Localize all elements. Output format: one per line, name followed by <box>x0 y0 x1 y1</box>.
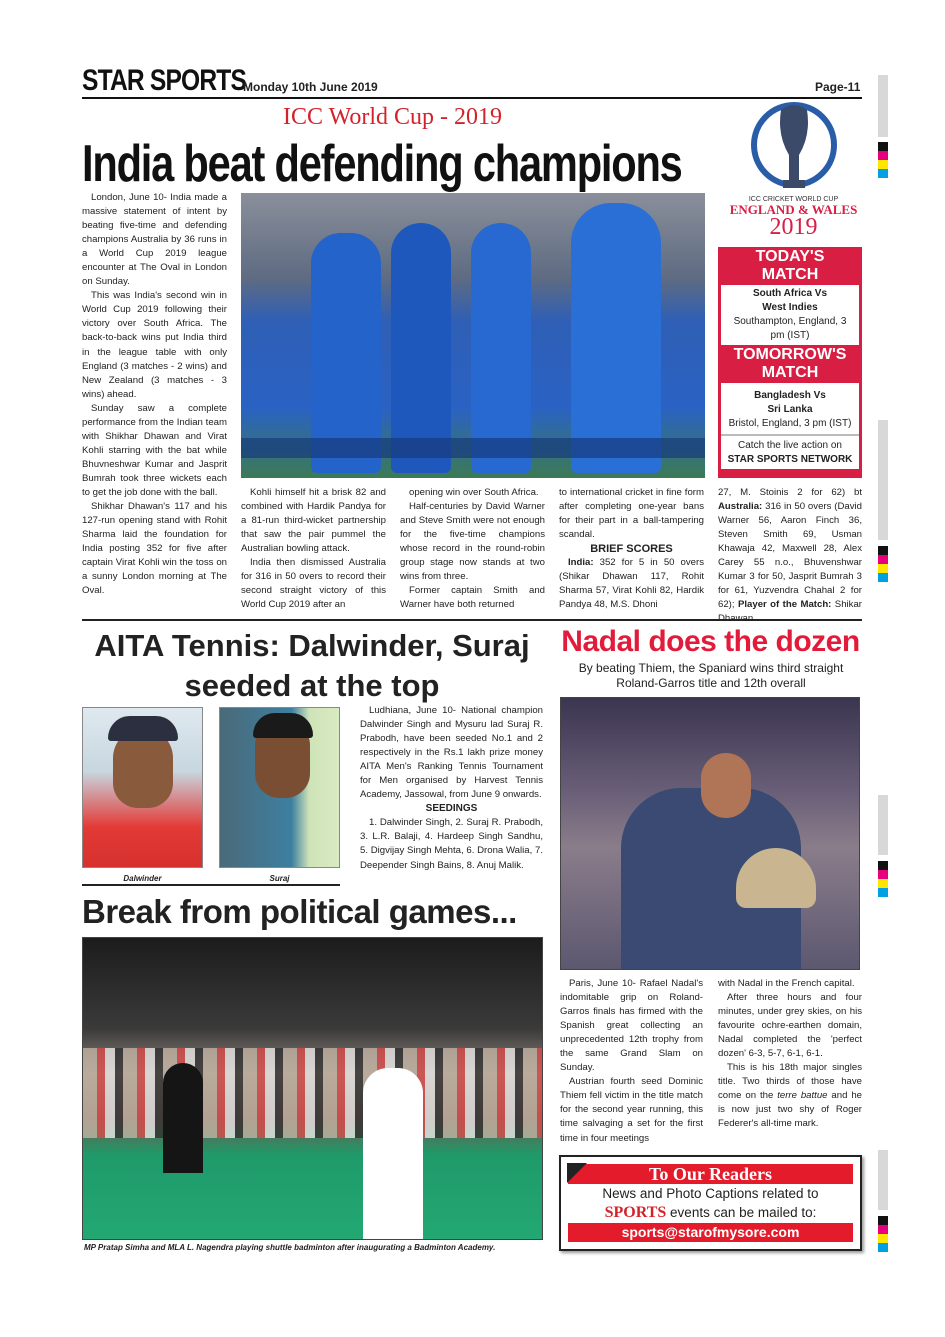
label: Australia: <box>718 501 763 513</box>
t: 316 in 50 overs (David Warner 56, Aaron Finch 36, Steven Smith 69, Usman Khawaja 42, Maxwell 28, Alex Carey 55 n.o., Bhuvenshwar Kumar 3 for 50, Jasprit Bumrah 3 for 61, Yuzvendra Chahal 2 for 62); <box>718 501 862 611</box>
nadal-column-1 <box>560 977 703 1146</box>
dalwinder-photo <box>82 707 203 868</box>
nadal-column-2 <box>718 977 862 1132</box>
label: India: <box>568 557 594 569</box>
tomorrows-match-title: TOMORROW'S MATCH <box>733 346 847 381</box>
paragraph: London, June 10- India made a massive statement of intent by beating five-time and defending champions Australia by 36 runs in a World Cup 2019 league encounter at The Oval in London on Sunday. <box>82 192 227 288</box>
paragraph: Shikhar Dhawan's 117 and his 127-run opening stand with Rohit Sharma laid the foundation for India posting 352 for five after captain Virat Kohli win the toss on a sunny London morning at The Oval. <box>82 501 227 597</box>
trophy-icon <box>739 100 849 195</box>
brief-india <box>559 556 704 612</box>
tennis-headline: AITA Tennis: Dalwinder, Suraj seeded at the top <box>94 628 530 703</box>
kicker: ICC World Cup - 2019 <box>283 104 502 130</box>
issue-date: Monday 10th June 2019 <box>243 80 378 94</box>
logo-line3: 2019 <box>769 214 818 240</box>
lead-column-5 <box>718 486 862 626</box>
registration-yellow <box>878 879 888 888</box>
section-title: STAR SPORTS <box>82 64 247 97</box>
lead-column-2 <box>241 486 386 612</box>
venue: Bristol, England, 3 pm (IST) <box>728 418 852 429</box>
teams: Bangladesh Vs <box>754 390 826 401</box>
paragraph: This was India's second win in World Cup 2019 following their victory over South Africa. The back-to-back wins put India third in the league table with only England (3 matches - 2 wins) and New Zealand (3 matches - 3 wins) ahead. <box>82 290 227 400</box>
suraj-photo <box>219 707 340 868</box>
registration-bar <box>878 420 888 540</box>
logo-line1: ICC CRICKET WORLD CUP <box>748 196 839 203</box>
t: terre battue <box>777 1090 828 1102</box>
registration-black <box>878 142 888 151</box>
registration-magenta <box>878 1225 888 1234</box>
t: This is his 18th major singles title. Two thirds of those have come on the <box>718 1062 862 1102</box>
t: events can be mailed to: <box>666 1205 817 1220</box>
paragraph: Austrian fourth seed Dominic Thiem fell victim in the title match for the second year running, this time salvaging a set for the first time in four meetings <box>560 1076 703 1144</box>
politics-headline: Break from political games... <box>82 893 517 930</box>
registration-cyan <box>878 169 888 178</box>
paragraph: Paris, June 10- Rafael Nadal's indomitable grip on Roland-Garros finals has firmed with the Spanish great collecting an unprecedented 12th trophy from the same Grand Slam on Sunday. <box>560 978 703 1074</box>
registration-cyan <box>878 1243 888 1252</box>
dalwinder-caption: Dalwinder <box>123 874 162 883</box>
lead-column-4 <box>559 486 704 612</box>
readers-title: To Our Readers <box>568 1164 853 1184</box>
readers-email-link[interactable]: sports@starofmysore.com <box>568 1223 853 1242</box>
venue: Southampton, England, 3 pm (IST) <box>733 316 847 341</box>
registration-magenta <box>878 151 888 160</box>
tennis-body <box>360 704 543 873</box>
readers-box <box>559 1155 862 1251</box>
todays-match-title: TODAY'S MATCH <box>755 248 825 283</box>
teams: Sri Lanka <box>767 404 813 415</box>
logo-line2: ENGLAND & WALES <box>729 202 858 217</box>
nadal-subheadline: By beating Thiem, the Spaniard wins third straight Roland-Garros title and 12th overall <box>578 661 844 690</box>
readers-line2 <box>561 1203 860 1222</box>
teams: West Indies <box>762 302 818 313</box>
badminton-photo <box>82 937 543 1240</box>
seedings-list: 1. Dalwinder Singh, 2. Suraj R. Prabodh, 3. L.R. Balaji, 4. Hardeep Singh Sandhu, 5. Digvijay Singh Mehta, 6. Drona Walia, 7. Deepender Singh Bains, 8. Anuj Malik. <box>360 817 543 871</box>
paragraph: to international cricket in fine form after completing one-year bans for their part in a ball-tampering scandal. <box>559 487 704 541</box>
paragraph: India then dismissed Australia for 316 in 50 overs to record their second straight victory of this World Cup 2019 after an <box>241 557 386 611</box>
registration-black <box>878 861 888 870</box>
registration-magenta <box>878 555 888 564</box>
lead-column-3 <box>400 486 545 612</box>
readers-line1: News and Photo Captions related to <box>602 1186 819 1201</box>
corner-fold-icon <box>567 1163 587 1183</box>
registration-yellow <box>878 1234 888 1243</box>
nadal-headline: Nadal does the dozen <box>561 625 860 658</box>
brief-australia <box>718 486 862 626</box>
registration-yellow <box>878 564 888 573</box>
t: Shikar <box>834 599 862 611</box>
paragraph: Former captain Smith and Warner have both returned <box>400 585 545 611</box>
section-rule <box>82 619 862 621</box>
paragraph: opening win over South Africa. <box>409 487 539 498</box>
registration-bar <box>878 795 888 855</box>
paragraph: Kohli himself hit a brisk 82 and combined with Hardik Pandya for a 81-run third-wicket partnership that saw the pair pummel the Australian bowling attack. <box>241 487 386 555</box>
teams: South Africa Vs <box>752 288 828 299</box>
registration-cyan <box>878 888 888 897</box>
lead-headline: India beat defending champions <box>82 135 682 193</box>
registration-yellow <box>878 160 888 169</box>
label: Player of the Match: <box>737 599 832 611</box>
paragraph: Ludhiana, June 10- National champion Dalwinder Singh and Mysuru lad Suraj R. Prabodh, have been seeded No.1 and 2 respectively in the Rs.1 lakh prize money AITA Men's Ranking Tennis Tournament for Men organised by Harvest Tennis Academy, Jassowal, from June 9 onwards. <box>360 705 543 801</box>
paragraph <box>718 1061 862 1131</box>
header-rule <box>82 97 862 99</box>
india-team-photo <box>241 193 705 478</box>
todays-match-info <box>721 285 859 345</box>
registration-bar <box>878 75 888 137</box>
paragraph: After three hours and four minutes, under grey skies, on his favourite ochre-earthen domain, Nadal completed the 'perfect dozen' 6-3, 5-7, 6-1, 6-1. <box>718 992 862 1060</box>
paragraph: with Nadal in the French capital. <box>718 978 855 989</box>
suraj-caption: Suraj <box>269 874 290 883</box>
network-name: STAR SPORTS NETWORK <box>727 454 853 465</box>
match-schedule-box <box>718 247 862 478</box>
score: 352 for 5 in 50 overs (Shikar Dhawan 117, Rohit Sharma 57, Virat Kohli 82, Hardik Pandya 48, M.S. Dhoni <box>559 557 704 611</box>
broadcast-info <box>721 436 859 469</box>
tomorrows-match-info <box>721 383 859 436</box>
registration-cyan <box>878 573 888 582</box>
caption-rule <box>82 884 340 886</box>
world-cup-logo <box>725 100 862 245</box>
registration-magenta <box>878 870 888 879</box>
footer-line: Catch the live action on <box>738 440 842 451</box>
registration-black <box>878 546 888 555</box>
registration-bar <box>878 1150 888 1210</box>
badminton-caption: MP Pratap Simha and MLA L. Nagendra playing shuttle badminton after inaugurating a Badminton Academy. <box>84 1243 496 1252</box>
lead-column-1 <box>82 191 227 598</box>
page-number: Page-11 <box>815 80 861 94</box>
t: 27, M. Stoinis 2 for 62) bt <box>718 487 862 498</box>
seedings-heading: SEEDINGS <box>425 803 478 815</box>
paragraph: Sunday saw a complete performance from the Indian team with Shikhar Dhawan and Virat Kohli starring with the bat while Bhuvneshwar Kumar and Jasprit Bumrah took three wickets each to get the job done with the ball. <box>82 402 227 498</box>
brief-scores-heading: BRIEF SCORES <box>590 543 673 556</box>
sports-word: SPORTS <box>604 1204 667 1221</box>
paragraph: Half-centuries by David Warner and Steve Smith were not enough for the five-time champions whose record in the round-robin group stage now stands at two wins from three. <box>400 501 545 583</box>
t: and he is now just two shy of Roger Federer's all-time mark. <box>718 1090 862 1130</box>
registration-black <box>878 1216 888 1225</box>
nadal-photo <box>560 697 860 970</box>
